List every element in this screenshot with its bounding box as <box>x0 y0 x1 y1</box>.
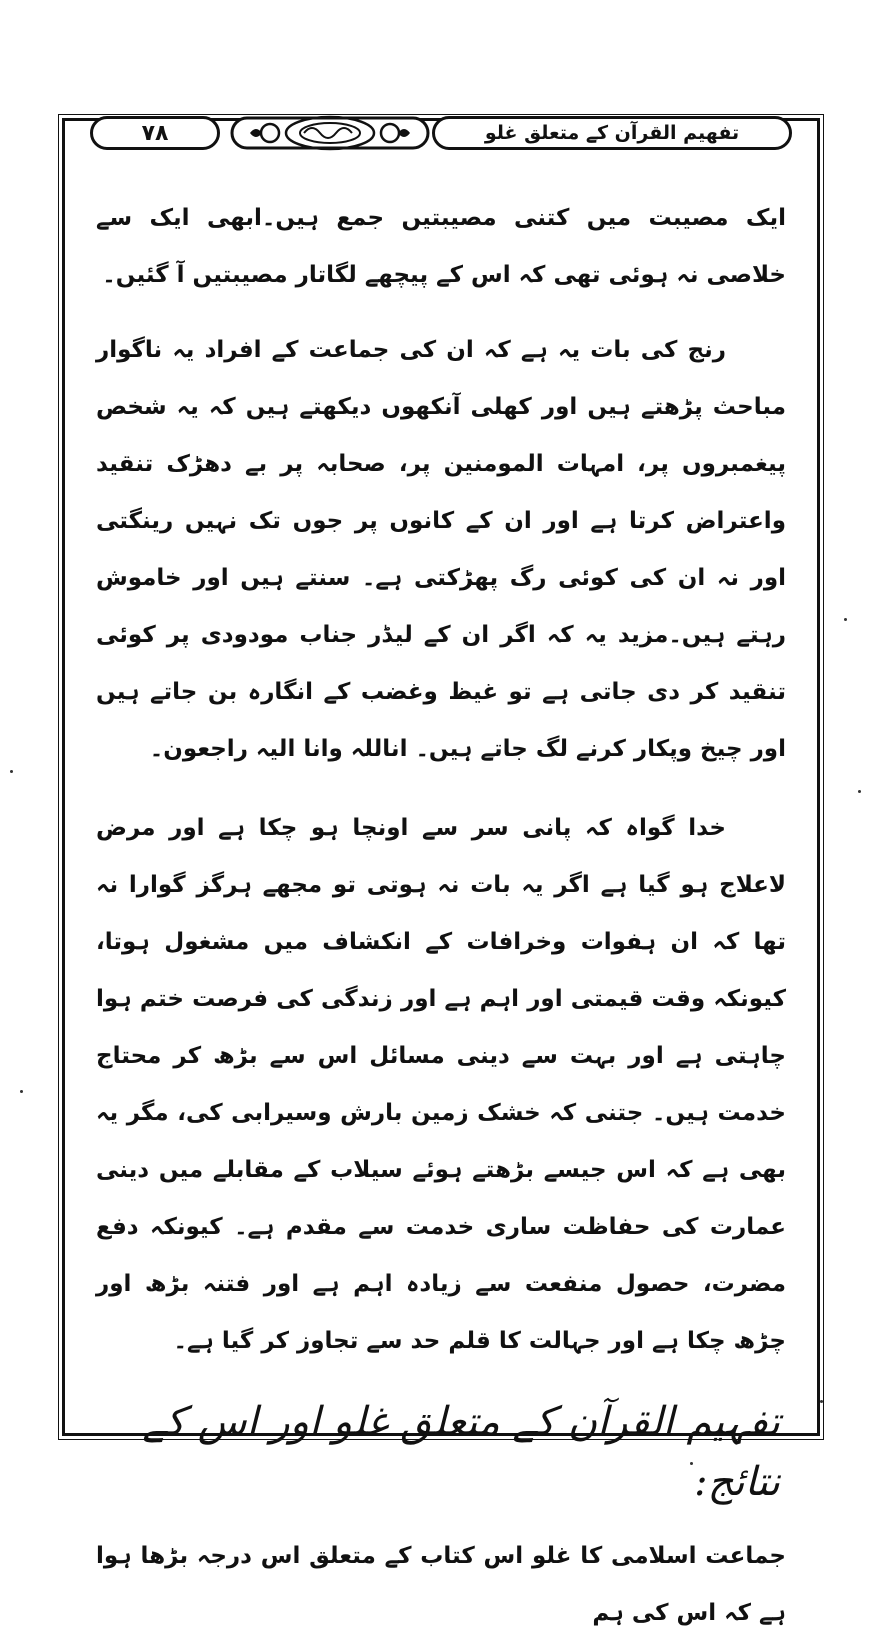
scan-speck <box>20 1090 23 1093</box>
scan-speck <box>690 1462 693 1465</box>
paragraph-3: خدا گواہ کہ پانی سر سے اونچا ہو چکا ہے اور مرض لاعلاج ہو گیا ہے اگر یہ بات نہ ہوتی تو مجھے ہرگز گوارا نہ تھا کہ ان ہفوات وخرافات کے انکشاف میں مشغول ہوتا، کیونکہ وقت قیمتی اور اہم ہے اور زندگی کی فرصت ختم ہوا چاہتی ہے اور بہت سے دینی مسائل اس سے بڑھ کر محتاج خدمت ہیں۔ جتنی کہ خشک زمین بارش وسیرابی کی، مگر یہ بھی ہے کہ اس جیسے بڑھتے ہوئے سیلاب کے مقابلے میں دینی عمارت کی حفاظت ساری خدمت سے مقدم ہے۔ کیونکہ دفع مضرت، حصول منفعت سے زیادہ اہم ہے اور فتنہ بڑھ اور چڑھ چکا ہے اور جہالت کا قلم حد سے تجاوز کر گیا ہے۔ <box>96 815 786 1354</box>
paragraph-2: رنج کی بات یہ ہے کہ ان کی جماعت کے افراد یہ ناگوار مباحث پڑھتے ہیں اور کھلی آنکھوں دیکھتے ہیں کہ یہ شخص پیغمبروں پر، امہات المومنین پر، صحابہ پر بے دھڑک تنقید واعتراض کرتا ہے اور ان کے کانوں پر جوں تک نہیں رینگتی اور نہ ان کی کوئی رگ پھڑکتی ہے۔ سنتے ہیں اور خاموش رہتے ہیں۔مزید یہ کہ اگر ان کے لیڈر جناب مودودی پر کوئی تنقید کر دی جاتی ہے تو غیظ وغضب کے انگارہ بن جاتے ہیں اور چیخ وپکار کرنے لگ جاتے ہیں۔ اناللہ وانا الیہ راجعون۔ <box>96 337 786 762</box>
paragraph-1: ایک مصیبت میں کتنی مصیبتیں جمع ہیں۔ابھی ایک سے خلاصی نہ ہوئی تھی کہ اس کے پیچھے لگاتار مصیبتیں آ گئیں۔ <box>96 205 786 288</box>
scan-speck <box>858 790 861 793</box>
body-text <box>96 190 786 1642</box>
section-heading: تفہیم القرآن کے متعلق غلو اور اس کے نتائج: <box>142 1399 780 1505</box>
scan-speck <box>820 1400 823 1403</box>
page-number: ۷۸ <box>141 120 169 146</box>
scan-speck <box>10 770 13 773</box>
page-number-box <box>90 116 220 150</box>
running-title: تفهیم القرآن کے متعلق غلو <box>484 122 740 144</box>
paragraph-4: جماعت اسلامی کا غلو اس کتاب کے متعلق اس درجہ بڑھا ہوا ہے کہ اس کی ہم <box>96 1543 786 1626</box>
page-header <box>90 110 792 160</box>
ornament-icon <box>230 112 430 154</box>
header-title-box <box>432 116 792 150</box>
scan-speck <box>844 618 847 621</box>
